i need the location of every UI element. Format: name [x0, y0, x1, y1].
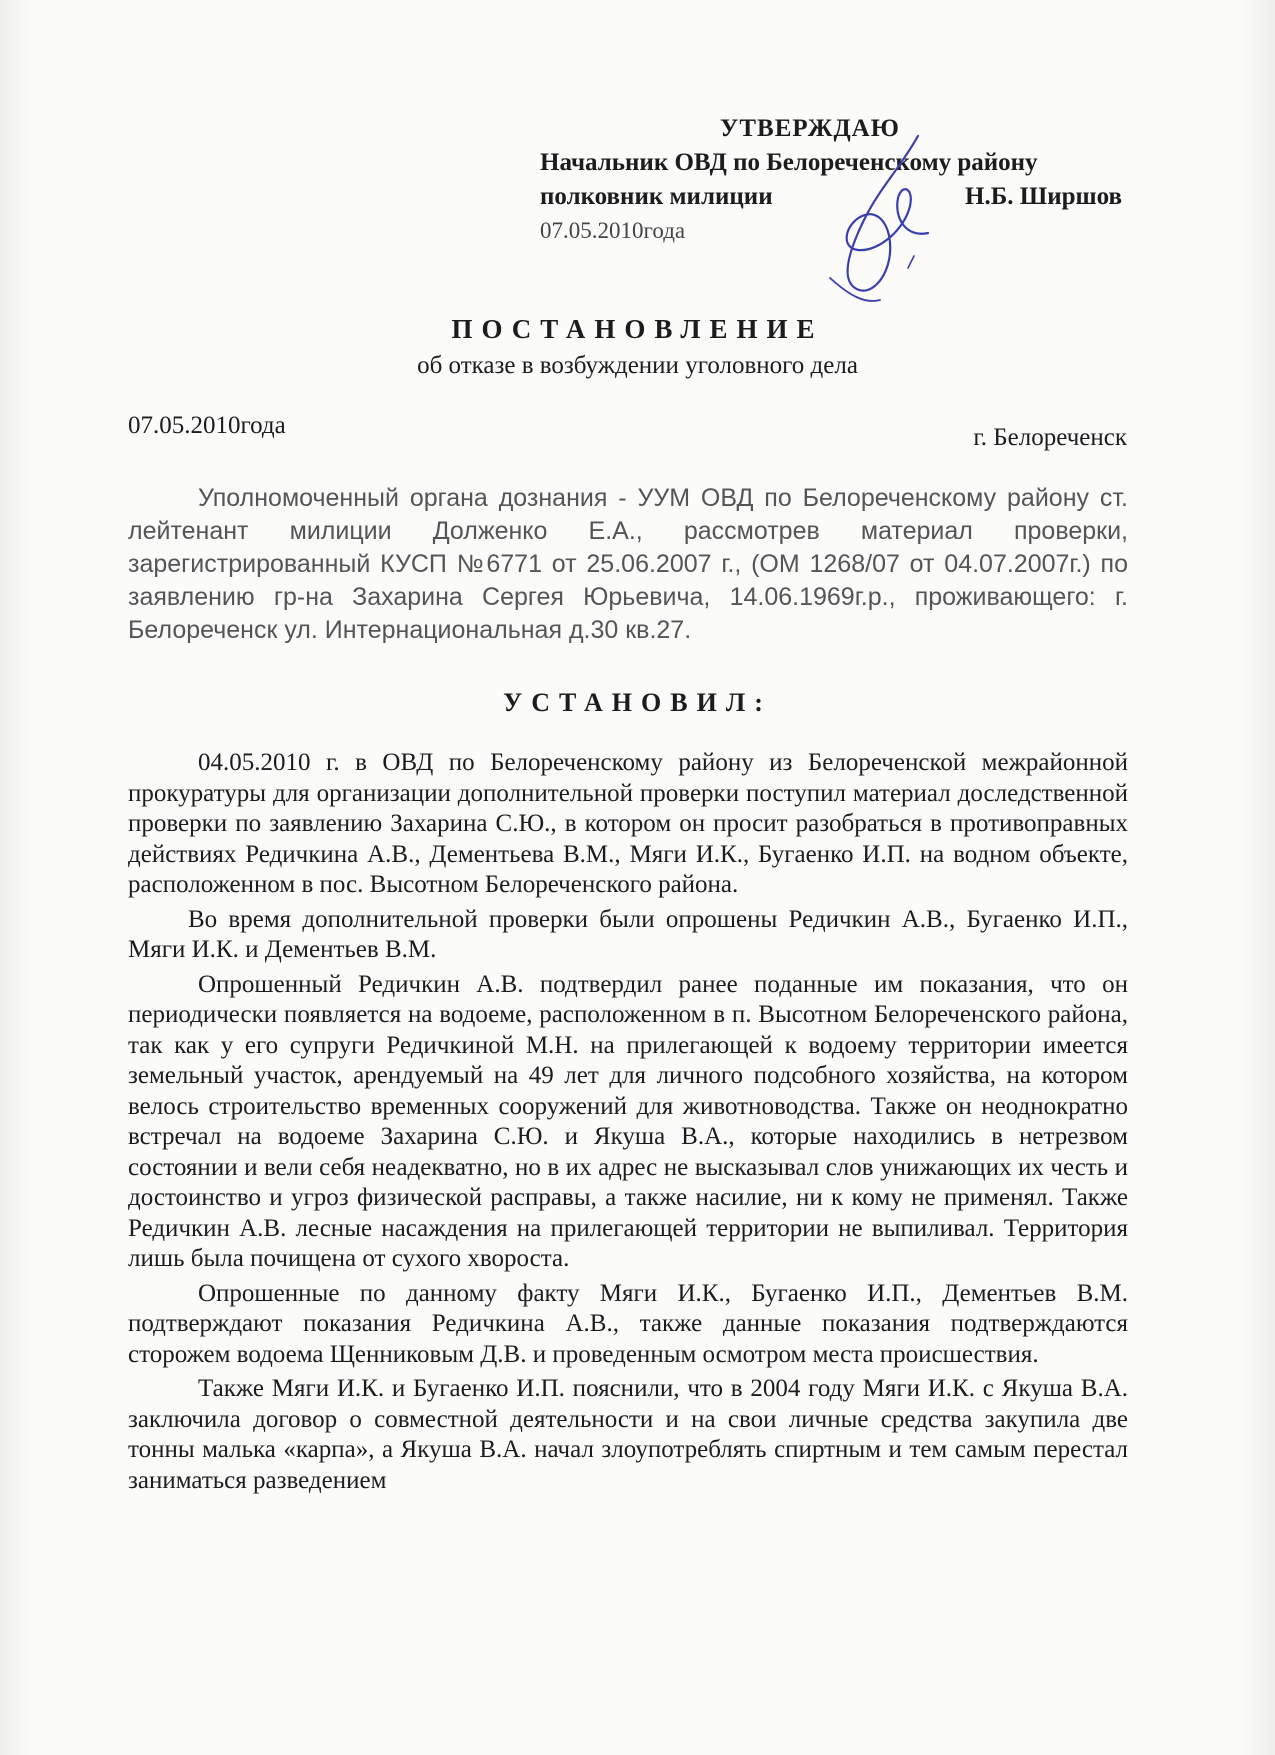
approval-date: 07.05.2010года: [540, 218, 686, 243]
body-paragraph: Во время дополнительной проверки были опрошены Редичкин А.В., Бугаенко И.П., Мяги И.К. и Дементьев В.М.: [128, 905, 1128, 963]
document-subtitle: об отказе в возбуждении уголовного дела: [417, 352, 858, 379]
approval-heading: УТВЕРЖДАЮ: [720, 115, 900, 142]
body-paragraph: Также Мяги И.К. и Бугаенко И.П. пояснили, что в 2004 году Мяги И.К. с Якуша В.А. заключила договор о совместной деятельности и на свои личные средства закупила две тонны малька «карпа», а Якуша В.А. начал злоупотреблять спиртным и тем самым перестал заниматься разведением: [128, 1375, 1128, 1494]
intro-text: Уполномоченный органа дознания - УУМ ОВД по Белореченскому району ст. лейтенант милиции Долженко Е.А., рассмотрев материал проверки, зарегистрированный КУСП №6771 от 25.06.2007 г., (ОМ 1268/07 от 04.07.2007г.) по заявлению гр-на Захарина Сергея Юрьевича, 14.06.1969г.р., проживающего: г. Белореченск ул. Интернациональная д.30 кв.27.: [128, 484, 1128, 644]
document-place: г. Белореченск: [973, 424, 1127, 451]
body-paragraph: 04.05.2010 г. в ОВД по Белореченскому району из Белореченской межрайонной прокуратуры для организации дополнительной проверки поступил материал доследственной проверки по заявлению Захарина С.Ю., в котором он просит разобраться в противоправных действиях Редичкина А.В., Дементьева В.М., Мяги И.К., Бугаенко И.П. на водном объекте, расположенном в пос. Высотном Белореченского района.: [128, 749, 1128, 898]
section-heading: УСТАНОВИЛ:: [503, 688, 772, 717]
document-title: ПОСТАНОВЛЕНИЕ: [451, 314, 824, 344]
body-text: [128, 748, 1128, 1496]
approval-position: Начальник ОВД по Белореченскому району: [540, 149, 1038, 176]
approval-name: Н.Б. Ширшов: [965, 183, 1122, 210]
body-paragraph: Опрошенный Редичкин А.В. подтвердил ранее поданные им показания, что он периодически появляется на водоеме, расположенном в п. Высотном Белореченского района, так как у его супруги Редичкиной М.Н. на прилегающей к водоему территории имеется земельный участок, арендуемый на 49 лет для личного подсобного хозяйства, на котором велось строительство временных сооружений для животноводства. Также он неоднократно встречал на водоеме Захарина С.Ю. и Якуша В.А., которые находились в нетрезвом состоянии и вели себя неадекватно, но в их адрес не высказывал слов унижающих их честь и достоинство и угроз физической расправы, а также насилие, ни к кому не применял. Также Редичкин А.В. лесные насаждения на прилегающей территории не выпиливал. Территория лишь была почищена от сухого хвороста.: [128, 970, 1128, 1272]
document-date: 07.05.2010года: [128, 412, 286, 439]
body-paragraph: Опрошенные по данному факту Мяги И.К., Бугаенко И.П., Дементьев В.М. подтверждают показания Редичкина А.В., также данные показания подтверждаются сторожем водоема Щенниковым Д.В. и проведенным осмотром места происшествия.: [128, 1279, 1128, 1368]
handwritten-signature: [810, 128, 940, 308]
approval-rank: полковник милиции: [540, 183, 773, 210]
intro-paragraph: [128, 482, 1128, 647]
